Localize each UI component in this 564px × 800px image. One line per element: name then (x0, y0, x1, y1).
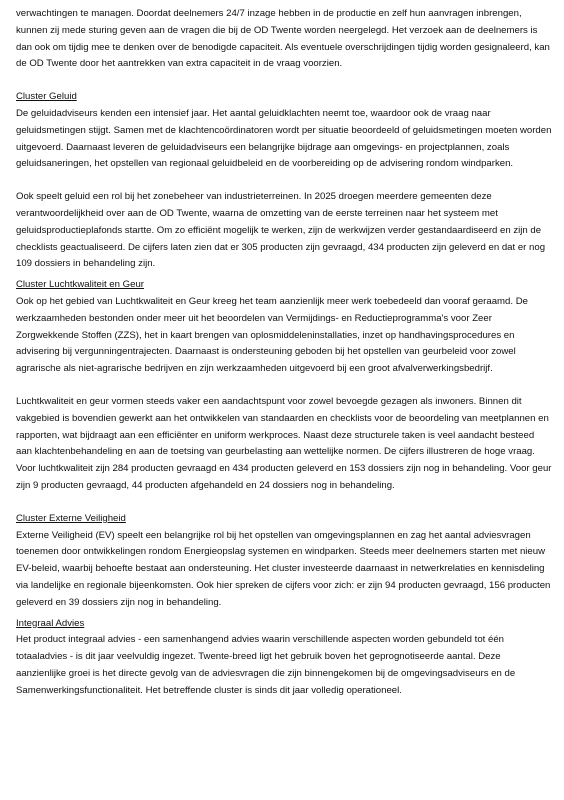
spacer (16, 73, 552, 89)
section-paragraph: Het product integraal advies - een samenhangend advies waarin verschillende aspecten worden gebundeld tot één totaaladvies - is dit jaar veelvuldig ingezet. Twente-breed ligt het gebruik boven het geprognotiseerde aantal. Deze aanzienlijke groei is het directe gevolg van de adviesvragen die zijn binnengekomen bij de omgevingsadviseurs en de Samenwerkingsfunctionaliteit. Het betreffende cluster is sinds dit jaar volledig operationeel. (16, 634, 516, 696)
section-heading: Cluster Luchtkwaliteit en Geur (16, 279, 144, 291)
section-cluster-luchtkwaliteit-en-geur (16, 277, 552, 495)
spacer (16, 173, 552, 189)
spacer (16, 495, 552, 511)
section-heading: Cluster Externe Veiligheid (16, 512, 126, 524)
section-cluster-externe-veiligheid (16, 511, 552, 612)
section-heading: Cluster Geluid (16, 91, 77, 103)
section-paragraph: Luchtkwaliteit en geur vormen steeds vaker een aandachtspunt voor zowel bevoegde gezagen als inwoners. Binnen dit vakgebied is bovendien gewerkt aan het ontwikkelen van standaarden en checklists voor de beoordeling van meetplannen en rapporten, wat bijdraagt aan een efficiënter en uniform werkproces. Naast deze structurele taken is veel aandacht besteed aan klachtenbehandeling en aan de toetsing van geurbelasting aan wettelijke normen. De cijfers illustreren de hoge vraag. Voor luchtkwaliteit zijn 284 producten gevraagd en 434 producten geleverd en 153 dossiers zijn nog in behandeling. Voor geur zijn 9 producten gevraagd, 44 producten afgehandeld en 24 dossiers nog in behandeling. (16, 395, 552, 491)
section-cluster-geluid (16, 89, 552, 273)
section-heading: Integraal Advies (16, 617, 85, 629)
section-paragraph: Externe Veiligheid (EV) speelt een belangrijke rol bij het opstellen van omgevingsplannen en zag het aantal adviesvragen toenemen door ontwikkelingen rondom Energieopslag systemen en windparken. Steeds meer deelnemers starten met nieuw EV-beleid, waarbij behoefte bestaat aan ondersteuning. Het cluster investeerde daarnaast in netwerkrelaties en kennisdeling via landelijke en regionale bijeenkomsten. Ook hier spreken de cijfers voor zich: er zijn 94 producten gevraagd, 156 producten geleverd en 39 dossiers zijn nog in behandeling. (16, 529, 551, 608)
section-integraal-advies (16, 616, 552, 700)
document-page (16, 6, 552, 699)
section-paragraph: Ook speelt geluid een rol bij het zonebeheer van industrieterreinen. In 2025 droegen meerdere gemeenten deze verantwoordelijkheid over aan de OD Twente, waarna de omzetting van de eerste terreinen naar het systeem met geluidsproductieplafonds startte. Om zo efficiënt mogelijk te werken, zijn de werkwijzen verder gestandaardiseerd en zijn de checklists geactualiseerd. De cijfers laten zien dat er 305 producten zijn gevraagd, 434 producten zijn geleverd en dat er nog 109 dossiers in behandeling zijn. (16, 191, 546, 270)
intro-paragraph: verwachtingen te managen. Doordat deelnemers 24/7 inzage hebben in de productie en zelf hun aanvragen inbrengen, kunnen zij mede sturing geven aan de vragen die bij de OD Twente worden neergelegd. Het verzoek aan de deelnemers is dan ook om tijdig mee te denken over de benodigde capaciteit. Als eventuele overschrijdingen tijdig worden gesignaleerd, kan de OD Twente door het aantrekken van extra capaciteit in de vraag voorzien. (16, 8, 550, 70)
section-paragraph: Ook op het gebied van Luchtkwaliteit en Geur kreeg het team aanzienlijk meer werk toebedeeld dan vooraf geraamd. De werkzaamheden bestonden onder meer uit het beoordelen van Vermijdings- en Reductieprogramma's voor Zeer Zorgwekkende Stoffen (ZZS), het in kaart brengen van oplosmiddeleninstallaties, inzet op handhavingsprocedures en advisering bij vergunningentrajecten. Daarnaast is ondersteuning geboden bij het opstellen van geurbeleid voor zowel agrarische als niet-agrarische bedrijven en zijn werkzaamheden uitgevoerd bij een groot afvalverwerkingsbedrijf. (16, 295, 528, 375)
section-paragraph: De geluidadviseurs kenden een intensief jaar. Het aantal geluidklachten neemt toe, waardoor ook de vraag naar geluidsmetingen stijgt. Samen met de klachtencoördinatoren wordt per situatie beoordeeld of geluidsmetingen moeten worden uitgevoerd. Daarnaast leveren de geluidadviseurs een belangrijke bijdrage aan omgevings- en projectplannen, zoals geluidsaneringen, het opstellen van regionaal geluidbeleid en de voorbereiding op de advisering rondom windparken. (16, 107, 552, 170)
spacer (16, 378, 552, 394)
